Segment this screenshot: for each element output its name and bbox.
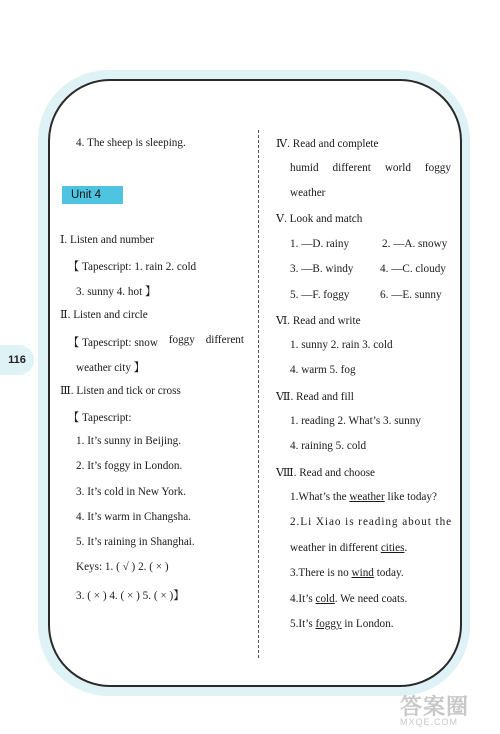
match-answer: 5. —F. foggy: [290, 289, 350, 301]
match-answer: 1. —D. rainy: [290, 238, 350, 250]
word-choice: different: [332, 162, 371, 174]
sentence-text: 1.What’s the: [290, 491, 350, 503]
answer-word: cities: [380, 542, 405, 554]
word-choice: weather: [290, 187, 326, 199]
section-7-title: Ⅶ. Read and fill: [276, 391, 354, 403]
section-1-title: Ⅰ. Listen and number: [60, 234, 154, 246]
watermark-text: 答案圈: [400, 694, 470, 719]
section-7-line: 1. reading 2. What’s 3. sunny: [290, 415, 421, 427]
section-3-line: 3. It’s cold in New York.: [76, 486, 187, 498]
column-divider: [258, 130, 259, 658]
sentence-text: 5.It’s: [290, 618, 316, 630]
section-3-keys: 3. ( × ) 4. ( × ) 5. ( × )】: [76, 590, 185, 602]
answer-word: foggy: [315, 618, 342, 630]
answer-word: wind: [351, 567, 374, 579]
section-3-line: 【 Tapescript:: [68, 412, 132, 424]
watermark-url: MXQE.COM: [400, 717, 459, 727]
match-answer: 2. —A. snowy: [382, 238, 448, 250]
sentence-text: like today?: [384, 491, 437, 503]
page-number: 116: [0, 345, 34, 375]
answer-word: weather: [349, 491, 385, 503]
section-2-title: Ⅱ. Listen and circle: [60, 309, 148, 321]
match-answer: 3. —B. windy: [290, 263, 354, 275]
section-1-line: 【 Tapescript: 1. rain 2. cold: [68, 261, 197, 273]
section-4-title: Ⅳ. Read and complete: [276, 138, 379, 150]
section-3-keys: Keys: 1. ( √ ) 2. ( × ): [76, 561, 169, 573]
sentence-text: weather in different: [290, 542, 381, 554]
unit-badge: Unit 4: [62, 186, 123, 204]
tapescript-word: different: [205, 334, 244, 346]
match-answer: 6. —E. sunny: [380, 289, 442, 301]
sentence-text: 3.There is no: [290, 567, 352, 579]
section-7-line: 4. raining 5. cold: [290, 440, 367, 452]
match-answer: 4. —C. cloudy: [380, 263, 446, 275]
section-3-title: Ⅲ. Listen and tick or cross: [60, 385, 181, 397]
section-1-line: 3. sunny 4. hot 】: [76, 286, 157, 298]
section-8-line: 2.Li Xiao is reading about the: [290, 516, 453, 528]
section-6-line: 1. sunny 2. rain 3. cold: [290, 339, 393, 351]
section-8-line: [290, 567, 404, 579]
section-3-line: 5. It’s raining in Shanghai.: [76, 536, 195, 548]
section-6-line: 4. warm 5. fog: [290, 364, 356, 376]
section-5-title: Ⅴ. Look and match: [276, 213, 363, 225]
sentence-text: 4.It’s: [290, 593, 316, 605]
sentence-text: . We need coats.: [334, 593, 408, 605]
tapescript-word: 【 Tapescript: snow: [68, 337, 158, 349]
section-8-line: [290, 593, 407, 605]
section-8-line: [290, 618, 394, 630]
word-choice: humid: [290, 162, 319, 174]
sentence-text: today.: [373, 567, 404, 579]
sentence-text: in London.: [341, 618, 394, 630]
section-2-line: [68, 334, 244, 350]
section-4-words: [290, 162, 451, 174]
answer-word: cold: [315, 593, 335, 605]
section-3-line: 4. It’s warm in Changsha.: [76, 511, 191, 523]
sentence-text: .: [404, 542, 408, 554]
section-3-line: 1. It’s sunny in Beijing.: [76, 435, 182, 447]
section-8-line: [290, 491, 437, 503]
tapescript-word: foggy: [168, 334, 195, 346]
watermark-logo: [400, 690, 495, 730]
section-6-title: Ⅵ. Read and write: [276, 315, 361, 327]
left-line: 4. The sheep is sleeping.: [76, 137, 186, 149]
word-choice: foggy: [424, 162, 451, 174]
word-choice: world: [384, 162, 411, 174]
section-3-line: 2. It’s foggy in London.: [76, 460, 183, 472]
section-8-line: [290, 542, 407, 554]
section-2-line: weather city 】: [76, 362, 145, 374]
section-8-title: Ⅷ. Read and choose: [276, 467, 376, 479]
